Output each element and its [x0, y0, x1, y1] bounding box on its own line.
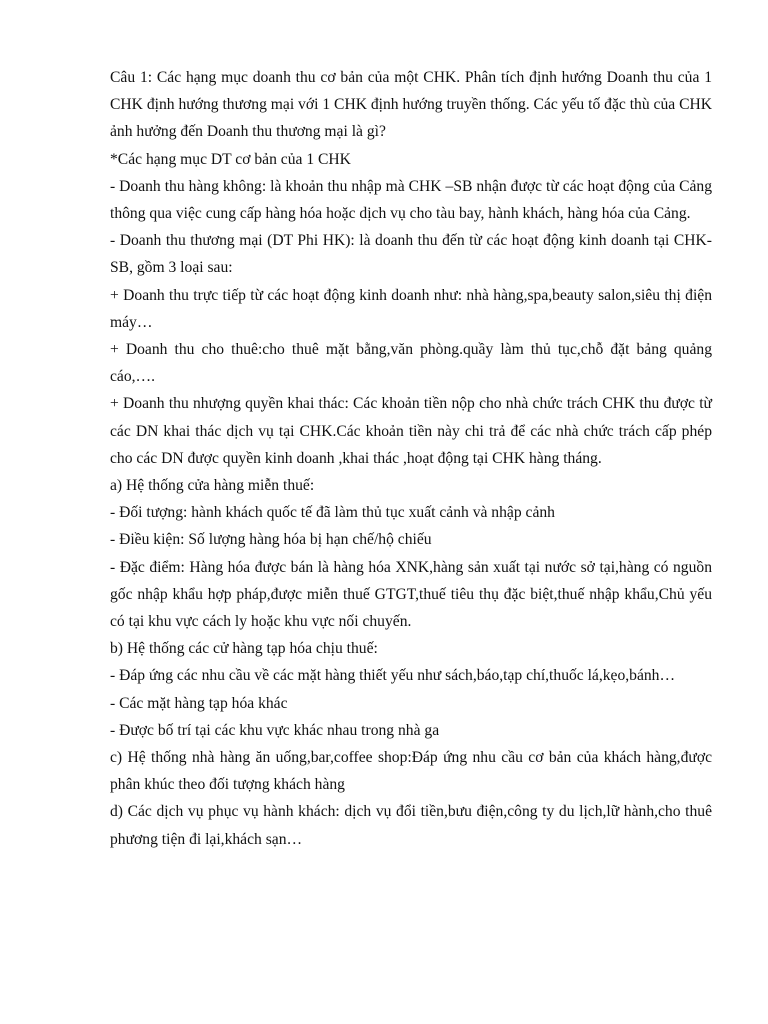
paragraph-commercial-revenue: - Doanh thu thương mại (DT Phi HK): là doanh thu đến từ các hoạt động kinh doanh tại CHK-SB, gồm 3 loại sau:	[110, 232, 712, 277]
subheading-duty-free: a) Hệ thống cửa hàng miễn thuế:	[110, 477, 315, 495]
paragraph-duty-free-features: - Đặc điểm: Hàng hóa được bán là hàng hóa XNK,hàng sản xuất tại nước sở tại,hàng có nguồn gốc nhập khẩu hợp pháp,được miễn thuế GTGT,thuế tiêu thụ đặc biệt,thuế nhập khẩu,Chủ yếu có tại khu vực cách ly hoặc khu vực nối chuyến.	[110, 558, 712, 631]
section-title-revenue-categories: *Các hạng mục DT cơ bản của 1 CHK	[110, 150, 351, 168]
subheading-taxed-shops: b) Hệ thống các cử hàng tạp hóa chịu thuế:	[110, 640, 378, 658]
paragraph-duty-free-condition: - Điều kiện: Số lượng hàng hóa bị hạn chế/hộ chiếu	[110, 531, 432, 549]
paragraph-food-beverage: c) Hệ thống nhà hàng ăn uống,bar,coffee shop:Đáp ứng nhu cầu cơ bản của khách hàng,được phân khúc theo đối tượng khách hàng	[110, 749, 712, 794]
paragraph-taxed-shops-other: - Các mặt hàng tạp hóa khác	[110, 694, 288, 712]
paragraph-direct-revenue: + Doanh thu trực tiếp từ các hoạt động kinh doanh như: nhà hàng,spa,beauty salon,siêu thị điện máy…	[110, 286, 712, 331]
document-body	[110, 64, 712, 853]
paragraph-duty-free-target: - Đối tượng: hành khách quốc tế đã làm thủ tục xuất cảnh và nhập cảnh	[110, 504, 555, 522]
paragraph-aviation-revenue: - Doanh thu hàng không: là khoản thu nhập mà CHK –SB nhận được từ các hoạt động của Cảng thông qua việc cung cấp hàng hóa hoặc dịch vụ cho tàu bay, hành khách, hàng hóa của Cảng.	[110, 177, 712, 223]
paragraph-concession-revenue: + Doanh thu nhượng quyền khai thác: Các khoản tiền nộp cho nhà chức trách CHK thu được từ các DN khai thác dịch vụ tại CHK.Các khoản tiền này chi trả để các nhà chức trách cấp phép cho các DN được quyền kinh doanh ,khai thác ,hoạt động tại CHK hàng tháng.	[110, 395, 712, 467]
paragraph-rental-revenue: + Doanh thu cho thuê:cho thuê mặt bằng,văn phòng.quầy làm thủ tục,chỗ đặt bảng quảng cáo,….	[110, 341, 712, 386]
paragraph-passenger-services: d) Các dịch vụ phục vụ hành khách: dịch vụ đổi tiền,bưu điện,công ty du lịch,lữ hành,cho thuê phương tiện đi lại,khách sạn…	[110, 803, 712, 848]
paragraph-taxed-shops-needs: - Đáp ứng các nhu cầu về các mặt hàng thiết yếu như sách,báo,tạp chí,thuốc lá,kẹo,bánh…	[110, 667, 676, 685]
paragraph-taxed-shops-location: - Được bố trí tại các khu vực khác nhau trong nhà ga	[110, 721, 440, 739]
question-heading: Câu 1: Các hạng mục doanh thu cơ bản của một CHK. Phân tích định hướng Doanh thu của 1 CHK định hướng thương mại với 1 CHK định hướng truyền thống. Các yếu tố đặc thù của CHK ảnh hưởng đến Doanh thu thương mại là gì?	[110, 69, 712, 141]
